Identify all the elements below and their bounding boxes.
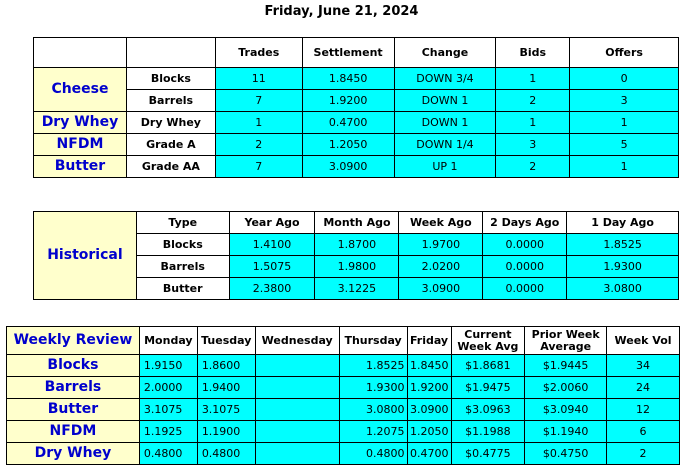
historical-label: Historical [34, 212, 137, 300]
bids-cell: 2 [496, 90, 570, 112]
monday-cell: 1.1925 [139, 421, 197, 443]
week-vol-cell: 2 [607, 443, 680, 465]
offers-cell: 1 [570, 156, 679, 178]
tuesday-cell: 3.1075 [197, 399, 255, 421]
wednesday-cell [255, 443, 339, 465]
row-label: Blocks [126, 68, 215, 90]
row-label: Barrels [126, 90, 215, 112]
friday-cell: 1.8450 [407, 355, 451, 377]
prior-week-average-cell: $2.0060 [525, 377, 607, 399]
product-label-butter: Butter [7, 399, 140, 421]
row-label: Barrels [136, 256, 229, 278]
column-header-month-ago: Month Ago [315, 212, 399, 234]
friday-cell: 1.9200 [407, 377, 451, 399]
tuesday-cell: 0.4800 [197, 443, 255, 465]
column-header-settlement: Settlement [302, 38, 394, 68]
corner-cell [34, 38, 127, 68]
trades-cell: 1 [215, 112, 302, 134]
offers-cell: 3 [570, 90, 679, 112]
offers-cell: 0 [570, 68, 679, 90]
product-label-cheese: Cheese [34, 68, 127, 112]
column-header-bids: Bids [496, 38, 570, 68]
one-day-ago-cell: 1.9300 [567, 256, 679, 278]
table-row [34, 156, 679, 178]
month-ago-cell: 3.1225 [315, 278, 399, 300]
column-header-current-week-avg: Current Week Avg [451, 327, 525, 355]
product-label-barrels: Barrels [7, 377, 140, 399]
tuesday-cell: 1.1900 [197, 421, 255, 443]
two-days-ago-cell: 0.0000 [483, 234, 567, 256]
offers-cell: 1 [570, 112, 679, 134]
wednesday-cell [255, 355, 339, 377]
year-ago-cell: 2.3800 [229, 278, 315, 300]
wednesday-cell [255, 399, 339, 421]
thursday-cell: 1.8525 [339, 355, 407, 377]
bids-cell: 2 [496, 156, 570, 178]
column-header-thursday: Thursday [339, 327, 407, 355]
change-cell: UP 1 [394, 156, 496, 178]
column-header-monday: Monday [139, 327, 197, 355]
bids-cell: 1 [496, 68, 570, 90]
product-label-nfdm: NFDM [7, 421, 140, 443]
current-week-avg-cell: $1.1988 [451, 421, 525, 443]
change-cell: DOWN 1/4 [394, 134, 496, 156]
two-days-ago-cell: 0.0000 [483, 256, 567, 278]
change-cell: DOWN 1 [394, 90, 496, 112]
thursday-cell: 0.4800 [339, 443, 407, 465]
product-label-nfdm: NFDM [34, 134, 127, 156]
table-row [34, 112, 679, 134]
column-header-type: Type [136, 212, 229, 234]
product-label-dry-whey: Dry Whey [7, 443, 140, 465]
row-label: Butter [136, 278, 229, 300]
weekly-review-label: Weekly Review [7, 327, 140, 355]
weekly-review-table [6, 326, 680, 465]
settlement-cell: 1.9200 [302, 90, 394, 112]
week-ago-cell: 2.0200 [399, 256, 483, 278]
year-ago-cell: 1.4100 [229, 234, 315, 256]
row-label: Grade A [126, 134, 215, 156]
monday-cell: 0.4800 [139, 443, 197, 465]
product-label-dry-whey: Dry Whey [34, 112, 127, 134]
week-ago-cell: 3.0900 [399, 278, 483, 300]
bids-cell: 1 [496, 112, 570, 134]
prior-week-average-cell: $1.9445 [525, 355, 607, 377]
tuesday-cell: 1.9400 [197, 377, 255, 399]
table-row [7, 399, 680, 421]
week-vol-cell: 6 [607, 421, 680, 443]
friday-cell: 3.0900 [407, 399, 451, 421]
trades-cell: 2 [215, 134, 302, 156]
month-ago-cell: 1.9800 [315, 256, 399, 278]
week-vol-cell: 34 [607, 355, 680, 377]
tuesday-cell: 1.8600 [197, 355, 255, 377]
column-header-week-ago: Week Ago [399, 212, 483, 234]
historical-table [33, 211, 679, 300]
one-day-ago-cell: 1.8525 [567, 234, 679, 256]
column-header-1-day-ago: 1 Day Ago [567, 212, 679, 234]
column-header-offers: Offers [570, 38, 679, 68]
change-cell: DOWN 3/4 [394, 68, 496, 90]
thursday-cell: 1.2075 [339, 421, 407, 443]
week-ago-cell: 1.9700 [399, 234, 483, 256]
thursday-cell: 3.0800 [339, 399, 407, 421]
prior-week-average-cell: $1.1940 [525, 421, 607, 443]
week-vol-cell: 24 [607, 377, 680, 399]
two-days-ago-cell: 0.0000 [483, 278, 567, 300]
corner-cell [126, 38, 215, 68]
row-label: Blocks [136, 234, 229, 256]
settlement-cell: 0.4700 [302, 112, 394, 134]
column-header-prior-week-average: Prior Week Average [525, 327, 607, 355]
friday-cell: 0.4700 [407, 443, 451, 465]
current-week-avg-cell: $1.8681 [451, 355, 525, 377]
column-header-year-ago: Year Ago [229, 212, 315, 234]
table-row [7, 443, 680, 465]
trades-cell: 7 [215, 90, 302, 112]
wednesday-cell [255, 377, 339, 399]
page-title: Friday, June 21, 2024 [264, 4, 419, 19]
thursday-cell: 1.9300 [339, 377, 407, 399]
row-label: Dry Whey [126, 112, 215, 134]
row-label: Grade AA [126, 156, 215, 178]
current-week-avg-cell: $0.4775 [451, 443, 525, 465]
monday-cell: 2.0000 [139, 377, 197, 399]
column-header-change: Change [394, 38, 496, 68]
prior-week-average-cell: $0.4750 [525, 443, 607, 465]
trades-cell: 7 [215, 156, 302, 178]
product-label-butter: Butter [34, 156, 127, 178]
column-header-week-vol: Week Vol [607, 327, 680, 355]
table-row [7, 377, 680, 399]
table-row [7, 355, 680, 377]
product-label-blocks: Blocks [7, 355, 140, 377]
trades-cell: 11 [215, 68, 302, 90]
settlement-cell: 3.0900 [302, 156, 394, 178]
column-header-2-days-ago: 2 Days Ago [483, 212, 567, 234]
column-header-tuesday: Tuesday [197, 327, 255, 355]
monday-cell: 1.9150 [139, 355, 197, 377]
change-cell: DOWN 1 [394, 112, 496, 134]
one-day-ago-cell: 3.0800 [567, 278, 679, 300]
table-row [34, 68, 679, 90]
column-header-friday: Friday [407, 327, 451, 355]
monday-cell: 3.1075 [139, 399, 197, 421]
week-vol-cell: 12 [607, 399, 680, 421]
prior-week-average-cell: $3.0940 [525, 399, 607, 421]
offers-cell: 5 [570, 134, 679, 156]
year-ago-cell: 1.5075 [229, 256, 315, 278]
table-row [34, 90, 679, 112]
friday-cell: 1.2050 [407, 421, 451, 443]
table-row [34, 134, 679, 156]
current-week-avg-cell: $3.0963 [451, 399, 525, 421]
settlement-cell: 1.8450 [302, 68, 394, 90]
table-row [7, 421, 680, 443]
spot-trading-table [33, 37, 679, 178]
month-ago-cell: 1.8700 [315, 234, 399, 256]
current-week-avg-cell: $1.9475 [451, 377, 525, 399]
bids-cell: 3 [496, 134, 570, 156]
column-header-wednesday: Wednesday [255, 327, 339, 355]
settlement-cell: 1.2050 [302, 134, 394, 156]
column-header-trades: Trades [215, 38, 302, 68]
wednesday-cell [255, 421, 339, 443]
